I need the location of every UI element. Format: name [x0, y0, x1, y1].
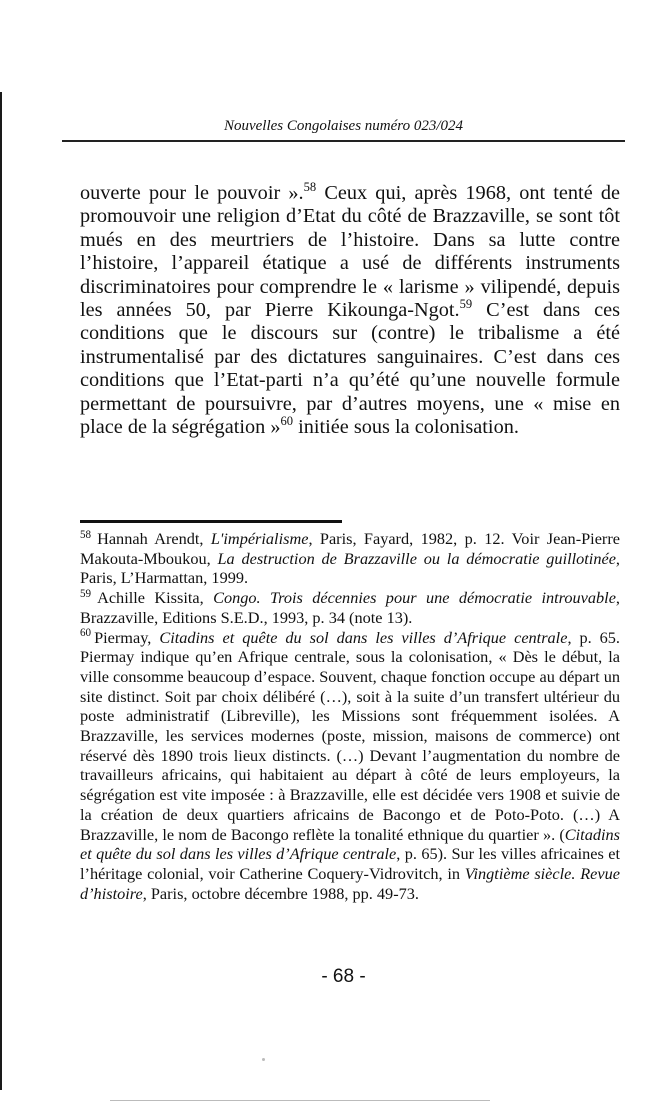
- footnote-text: Hannah Arendt,: [97, 529, 211, 548]
- footnote-text: , Paris, octobre décembre 1988, pp. 49-73.: [142, 883, 419, 903]
- footnote-59: [80, 588, 620, 627]
- book-title: La destruction de Brazzaville ou la démocratie guillotinée: [217, 548, 616, 568]
- book-title: Citadins et quête du sol dans les villes d’Afrique centrale: [80, 824, 620, 864]
- book-title: L'impérialisme: [210, 529, 309, 548]
- footnote-58: [80, 529, 620, 588]
- footnote-text: , Paris, L’Harmattan, 1999.: [80, 548, 620, 588]
- paragraph: [80, 182, 620, 439]
- footnote-60: [80, 628, 620, 904]
- text-segment: ouverte pour le pouvoir ».: [80, 182, 304, 204]
- book-title: Congo. Trois décennies pour une démocratie introuvable: [213, 588, 616, 608]
- footnote-ref-60[interactable]: 60: [280, 414, 294, 429]
- footnote-ref-59[interactable]: 59: [459, 297, 473, 312]
- header-rule: [62, 140, 625, 142]
- footnote-text: , p. 65. Piermay indique qu’en Afrique centrale, sous la colonisation, « Dès le début, la ville consomme beaucoup d’espace. Souvent, chaque fonction occupe au départ un site distinct. Soit par choix délibéré (…), soit à la suite d’un transfert ultérieur du poste administratif (Libreville), les Missions sont fréquemment isolées. A Brazzaville, les services modernes (poste, mission, maisons de commerce) ont réservé dès 1890 trois lieux distincts. (…) Devant l’augmentation du nombre de travailleurs africains, qui habitaient au départ à côté de leurs employeurs, la ségrégation est vite imposée : à Brazzaville, elle est décidée vers 1908 et suivie de la création de deux quartiers africains de Bacongo et de Poto-Poto. (…) A Brazzaville, le nom de Bacongo reflète la tonalité ethnique du quartier ». (: [80, 627, 620, 844]
- journal-title: Vingtième siècle. Revue d’histoire: [80, 863, 620, 903]
- text-segment: Ceux qui, après 1968, ont tenté de promouvoir une religion d’Etat du côté de Brazzaville, se sont tôt mués en des meurtriers de l’histoire. Dans sa lutte contre l’histoire, l’appareil étatique a usé de différents instruments discriminatoires pour comprendre le « larisme » vilipendé, depuis les années 50, par Pierre Kikounga-Ngot.: [80, 182, 621, 322]
- scan-edge-line: [0, 92, 2, 1090]
- footnote-text: Piermay,: [94, 627, 160, 647]
- page-number: - 68 -: [321, 966, 366, 987]
- footnote-number: 59: [80, 588, 92, 601]
- text-segment: C’est dans ces conditions que le discours sur (contre) le tribalisme a été instrumentalisé par des dictatures sanguinaires. C’est dans ces conditions que l’Etat-parti n’a qu’été qu’une nouvelle formule permettant de poursuivre, par d’autres moyens, une « mise en place de la ségrégation »: [80, 299, 621, 439]
- footnote-separator: [80, 520, 342, 523]
- scan-bottom-line: [110, 1100, 490, 1101]
- footnote-text: , Paris, Fayard, 1982, p. 12. Voir Jean-Pierre Makouta-Mboukou,: [80, 529, 620, 568]
- text-segment: initiée sous la colonisation.: [293, 416, 519, 439]
- scan-speck: [262, 1058, 265, 1061]
- running-header: Nouvelles Congolaises numéro 023/024: [223, 118, 463, 134]
- footnotes-section: [80, 529, 620, 903]
- book-title: Citadins et quête du sol dans les villes d’Afrique centrale: [159, 627, 568, 647]
- footnote-text: , p. 65). Sur les villes africaines et l’héritage colonial, voir Catherine Coquery-Vidrovitch, in: [80, 844, 621, 883]
- footnote-ref-58[interactable]: 58: [303, 180, 317, 195]
- main-paragraph: [80, 182, 620, 439]
- footnote-number: 58: [80, 528, 92, 541]
- footnote-text: Achille Kissita,: [97, 588, 214, 608]
- footnote-text: , Brazzaville, Editions S.E.D., 1993, p. 34 (note 13).: [80, 588, 620, 627]
- footnote-number: 60: [80, 627, 92, 640]
